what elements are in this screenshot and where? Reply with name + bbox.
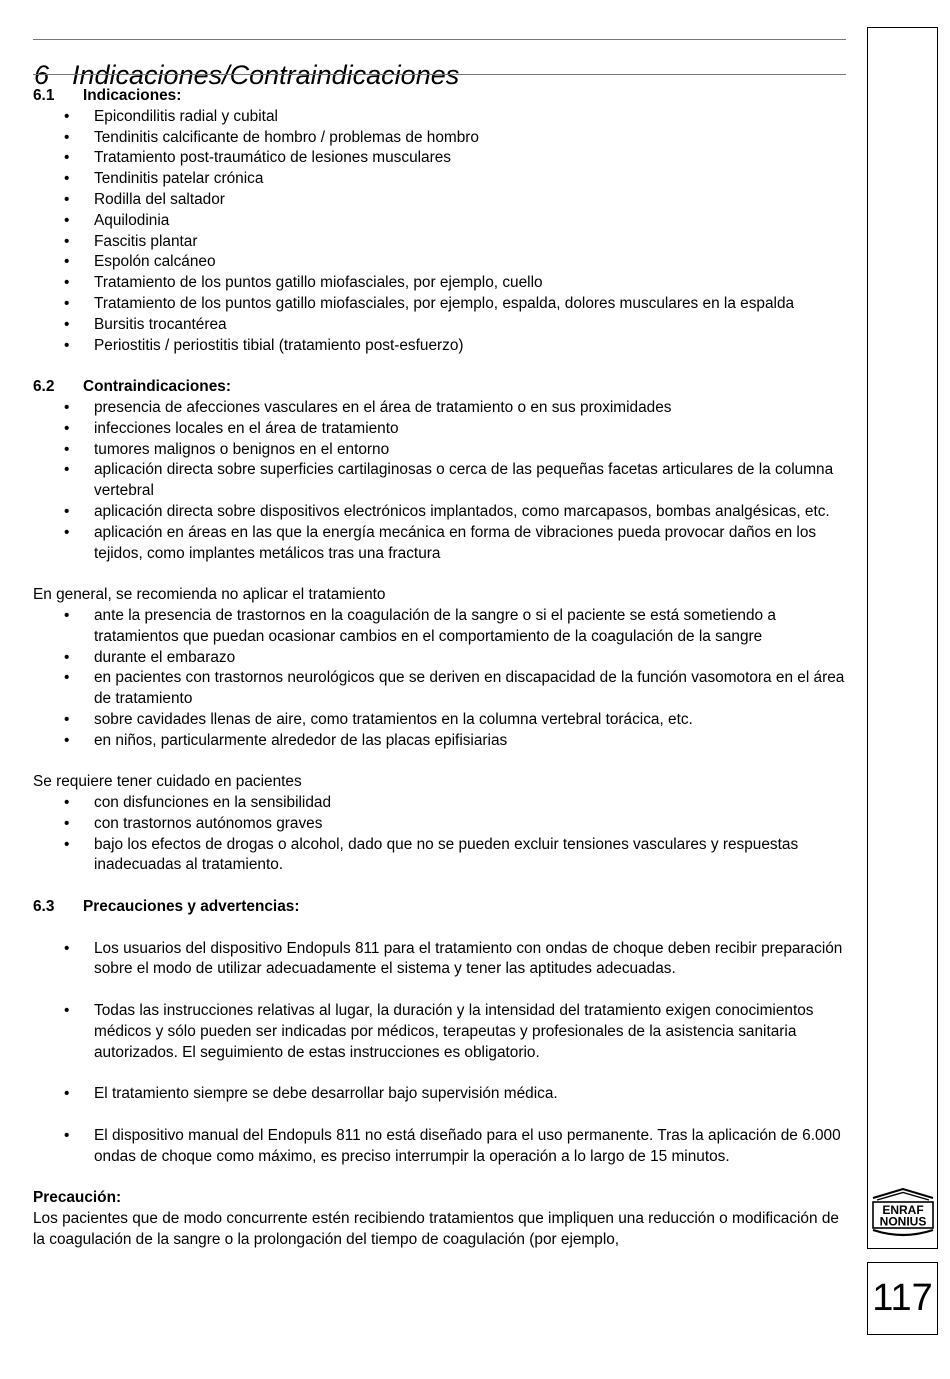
list-item: • aplicación directa sobre superficies cartilaginosas o cerca de las pequeñas facetas articulares de la columna vertebral [33, 460, 848, 502]
list-item: • aplicación directa sobre dispositivos electrónicos implantados, como marcapasos, bombas analgésicas, etc. [33, 502, 848, 523]
page-number: 117 [872, 1277, 933, 1319]
list-item: • durante el embarazo [33, 648, 848, 669]
list-item: • Bursitis trocantérea [33, 315, 848, 336]
list-item: • Aquilodinia [33, 211, 848, 232]
list-item: • presencia de afecciones vasculares en el área de tratamiento o en sus proximidades [33, 398, 848, 419]
list-item: • en niños, particularmente alrededor de las placas epifisiarias [33, 731, 848, 752]
list-item: • Tratamiento de los puntos gatillo miofasciales, por ejemplo, espalda, dolores musculares en la espalda [33, 294, 848, 315]
caution-text: Los pacientes que de modo concurrente estén recibiendo tratamientos que impliquen una reducción o modificación de la coagulación de la sangre o la prolongación del tiempo de coagulación (por ejemplo, [33, 1210, 839, 1248]
chapter-number: 6 [34, 60, 50, 91]
list-item: • infecciones locales en el área de tratamiento [33, 419, 848, 440]
care-intro: Se requiere tener cuidado en pacientes [33, 773, 302, 791]
list-item: • Tratamiento de los puntos gatillo miofasciales, por ejemplo, cuello [33, 273, 848, 294]
caution-title: Precaución: [33, 1189, 122, 1207]
section-number: 6.3 [33, 898, 55, 916]
enraf-nonius-logo [870, 1188, 936, 1240]
precautions-list [33, 939, 848, 1168]
page-number-box [867, 1262, 938, 1335]
section-number: 6.2 [33, 378, 55, 396]
contraindications-list [33, 398, 848, 564]
general-list [33, 606, 848, 752]
list-item: • Tendinitis calcificante de hombro / problemas de hombro [33, 128, 848, 149]
section-number: 6.1 [33, 87, 55, 104]
header-bottom-rule [33, 74, 846, 75]
list-item: • tumores malignos o benignos en el entorno [33, 440, 848, 461]
list-item: • aplicación en áreas en las que la energía mecánica en forma de vibraciones pueda provocar daños en los tejidos, como implantes metálicos tras una fractura [33, 523, 848, 565]
list-item: • Periostitis / periostitis tibial (tratamiento post-esfuerzo) [33, 336, 848, 357]
list-item: • Espolón calcáneo [33, 252, 848, 273]
list-item: • con disfunciones en la sensibilidad [33, 793, 848, 814]
list-item: • El tratamiento siempre se debe desarrollar bajo supervisión médica. [33, 1084, 848, 1105]
sidebar-frame [867, 27, 938, 1249]
general-intro: En general, se recomienda no aplicar el tratamiento [33, 586, 386, 604]
section-heading-6-3 [33, 897, 848, 918]
list-item: • bajo los efectos de drogas o alcohol, dado que no se pueden excluir tensiones vasculares y respuestas inadecuadas al tratamiento. [33, 835, 848, 877]
section-heading-6-1 [33, 86, 848, 107]
logo-line-1: ENRAF [882, 1203, 924, 1217]
section-heading-6-2 [33, 377, 848, 398]
list-item: • Todas las instrucciones relativas al lugar, la duración y la intensidad del tratamiento exigen conocimientos médicos y sólo pueden ser indicadas por médicos, terapeutas y profesionales de la asistencia sanitaria autorizados. El seguimiento de estas instrucciones es obligatorio. [33, 1001, 848, 1063]
chapter-title-text: Indicaciones/Contraindicaciones [72, 60, 460, 91]
body-content [33, 86, 848, 1251]
list-item: • Tratamiento post-traumático de lesiones musculares [33, 148, 848, 169]
list-item: • Los usuarios del dispositivo Endopuls 811 para el tratamiento con ondas de choque deben recibir preparación sobre el modo de utilizar adecuadamente el sistema y tener las aptitudes adecuadas. [33, 939, 848, 981]
list-item: • Fascitis plantar [33, 232, 848, 253]
list-item: • Tendinitis patelar crónica [33, 169, 848, 190]
section-title: Indicaciones: [83, 87, 182, 104]
list-item: • Epicondilitis radial y cubital [33, 107, 848, 128]
logo-line-2: NONIUS [879, 1214, 927, 1229]
section-title: Contraindicaciones: [83, 378, 231, 396]
indications-list [33, 107, 848, 357]
list-item: • Rodilla del saltador [33, 190, 848, 211]
list-item: • El dispositivo manual del Endopuls 811 no está diseñado para el uso permanente. Tras la aplicación de 6.000 ondas de choque como máximo, es preciso interrumpir la operación a lo largo de 15 minutos. [33, 1126, 848, 1168]
care-list [33, 793, 848, 876]
list-item: • con trastornos autónomos graves [33, 814, 848, 835]
list-item: • sobre cavidades llenas de aire, como tratamientos en la columna vertebral torácica, etc. [33, 710, 848, 731]
list-item: • ante la presencia de trastornos en la coagulación de la sangre o si el paciente se está sometiendo a tratamientos que puedan ocasionar cambios en el comportamiento de la coagulación de la sangre [33, 606, 848, 648]
list-item: • en pacientes con trastornos neurológicos que se deriven en discapacidad de la función vasomotora en el área de tratamiento [33, 668, 848, 710]
header-top-rule [33, 39, 846, 40]
section-title: Precauciones y advertencias: [83, 898, 300, 916]
